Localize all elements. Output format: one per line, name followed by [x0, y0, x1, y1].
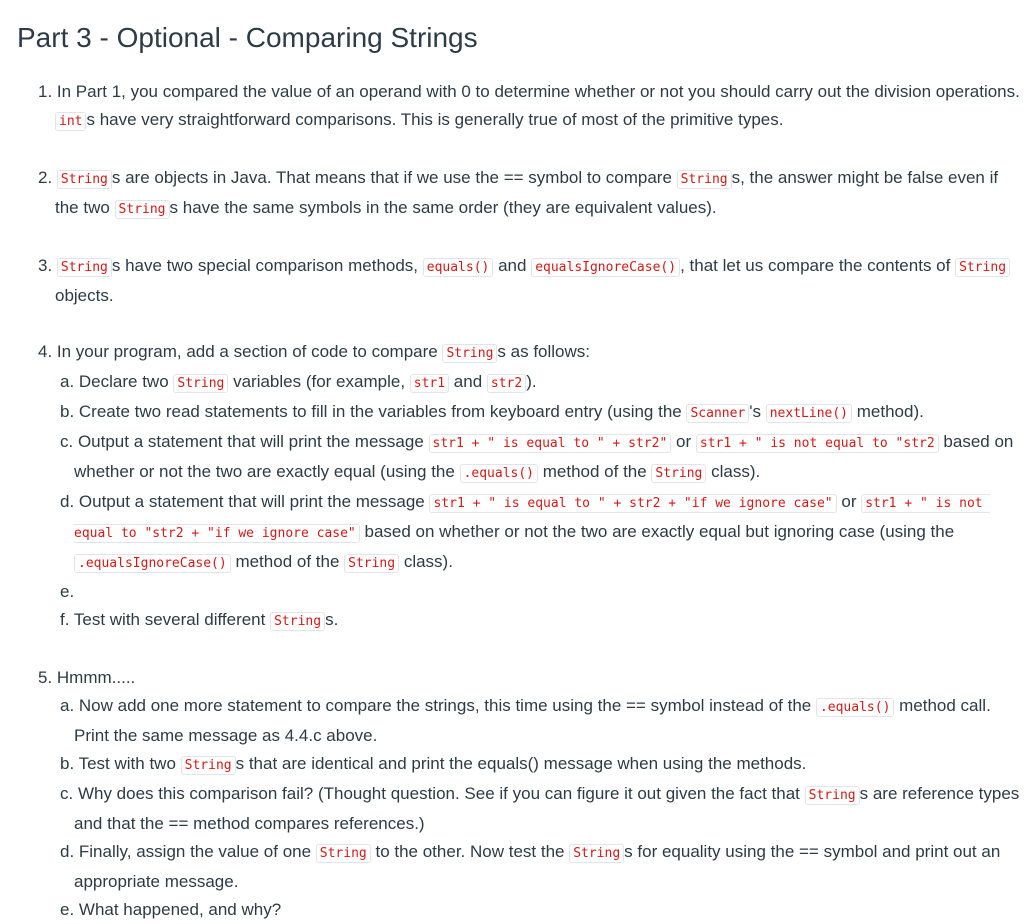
sub-text: 's [749, 402, 766, 421]
item-text: s as follows: [497, 342, 591, 361]
sub-item-5c [17, 780, 1024, 838]
sub-text: based on whether or not the two are exactly equal (using the [74, 432, 1014, 481]
item-text: s have very straightforward comparisons. This is generally true of most of the primitive types. [86, 110, 784, 129]
sub-item-4a [17, 368, 1024, 398]
sub-text: c. Why does this comparison fail? (Thought question. See if you can figure it out given the fact that [60, 784, 805, 803]
code-string: String [955, 258, 1010, 277]
sub-text: b. Create two read statements to fill in the variables from keyboard entry (using the [60, 402, 687, 421]
sub-text: to the other. Now test the [370, 842, 570, 861]
item-text: 5. Hmmm..... [38, 668, 136, 687]
item-text: 2. [38, 168, 57, 187]
item-text: s have two special comparison methods, [111, 256, 423, 275]
code-message-not-equal: str1 + " is not equal to "str2 [696, 434, 939, 453]
sub-text: or [671, 432, 696, 451]
sub-text: s that are identical and print the equals() message when using the methods. [235, 754, 807, 773]
sub-text: d. Output a statement that will print the message [60, 492, 430, 511]
code-string: String [57, 258, 112, 277]
code-string: String [57, 170, 112, 189]
code-string: String [344, 554, 399, 573]
sub-text: b. Test with two [60, 754, 181, 773]
item-text: s are objects in Java. That means that if we use the == symbol to compare [111, 168, 677, 187]
code-string: String [442, 344, 497, 363]
code-equals-ignore-case: equalsIgnoreCase() [531, 258, 680, 277]
code-nextline: nextLine() [766, 404, 852, 423]
sub-text: s are reference types and that the == method compares references.) [74, 784, 1020, 833]
list-item-5 [27, 664, 1024, 692]
sub-text: method). [852, 402, 924, 421]
sub-item-5a [17, 692, 1024, 750]
sub-item-4f [17, 606, 1024, 636]
code-message-equal: str1 + " is equal to " + str2" [429, 434, 672, 453]
sub-text: class). [706, 462, 761, 481]
sub-text: method of the [230, 552, 345, 571]
code-string: String [173, 374, 228, 393]
item-text: , that let us compare the contents of [680, 256, 956, 275]
list-item-4 [27, 338, 1024, 368]
sub-item-4b [17, 398, 1024, 428]
item-text: 1. In Part 1, you compared the value of an operand with 0 to determine whether or not you should carry out the division operations. [38, 82, 1020, 101]
code-string: String [651, 464, 706, 483]
sub-item-4c [17, 428, 1024, 488]
list-item-3 [27, 252, 1024, 310]
code-equals-ignore-case: .equalsIgnoreCase() [74, 554, 231, 573]
item-text: objects. [55, 286, 114, 305]
item-text: 3. [38, 256, 57, 275]
sub-text: class). [399, 552, 453, 571]
item-text: and [493, 256, 532, 275]
sub-item-5d [17, 838, 1024, 896]
sub-text: a. Declare two [60, 372, 174, 391]
code-string: String [115, 200, 170, 219]
list-item-1 [27, 78, 1024, 136]
list-item-2 [27, 164, 1024, 224]
code-string: String [677, 170, 732, 189]
code-string: String [316, 844, 371, 863]
sub-text: a. Now add one more statement to compare the strings, this time using the == symbol instead of the [60, 696, 816, 715]
sub-text: ). [526, 372, 537, 391]
sub-text: d. Finally, assign the value of one [60, 842, 316, 861]
sub-item-5b [17, 750, 1024, 780]
code-string: String [805, 786, 860, 805]
sub-text: s. [325, 610, 339, 629]
sub-text: method of the [538, 462, 652, 481]
code-equals: equals() [423, 258, 494, 277]
sub-text: s for equality using the == symbol and print out an appropriate message. [74, 842, 1001, 891]
sub-text: based on whether or not the two are exactly equal but ignoring case (using the [359, 522, 955, 541]
sub-text: and [449, 372, 487, 391]
page-title: Part 3 - Optional - Comparing Strings [17, 22, 478, 53]
sub-text: or [836, 492, 862, 511]
code-int: int [55, 112, 86, 131]
code-str1: str1 [410, 374, 449, 393]
sub-text: c. Output a statement that will print the message [60, 432, 429, 451]
sub-text: method call. Print the same message as 4.4.c above. [74, 696, 991, 745]
sub-text: e. [60, 582, 75, 601]
code-string: String [569, 844, 624, 863]
code-scanner: Scanner [686, 404, 749, 423]
code-equals: .equals() [816, 698, 894, 717]
code-message-not-equal-ignore: str1 + " is not equal to "str2 + "if we ignore case" [74, 496, 991, 541]
sub-item-4e [17, 578, 1024, 606]
sub-text: f. Test with several different [60, 610, 271, 629]
sub-item-5e [17, 896, 1024, 924]
item-text: 4. In your program, add a section of code to compare [38, 342, 443, 361]
code-str2: str2 [487, 374, 526, 393]
code-equals: .equals() [460, 464, 538, 483]
code-string: String [181, 756, 236, 775]
item-text: s have the same symbols in the same order (they are equivalent values). [169, 198, 717, 217]
sub-item-4d [17, 488, 1024, 578]
code-message-equal-ignore: str1 + " is equal to " + str2 + "if we ignore case" [429, 494, 836, 513]
sub-text: e. What happened, and why? [60, 900, 282, 919]
code-string: String [270, 612, 325, 631]
sub-text: variables (for example, [228, 372, 410, 391]
item-text: s, the answer might be false even if the two [55, 168, 999, 217]
